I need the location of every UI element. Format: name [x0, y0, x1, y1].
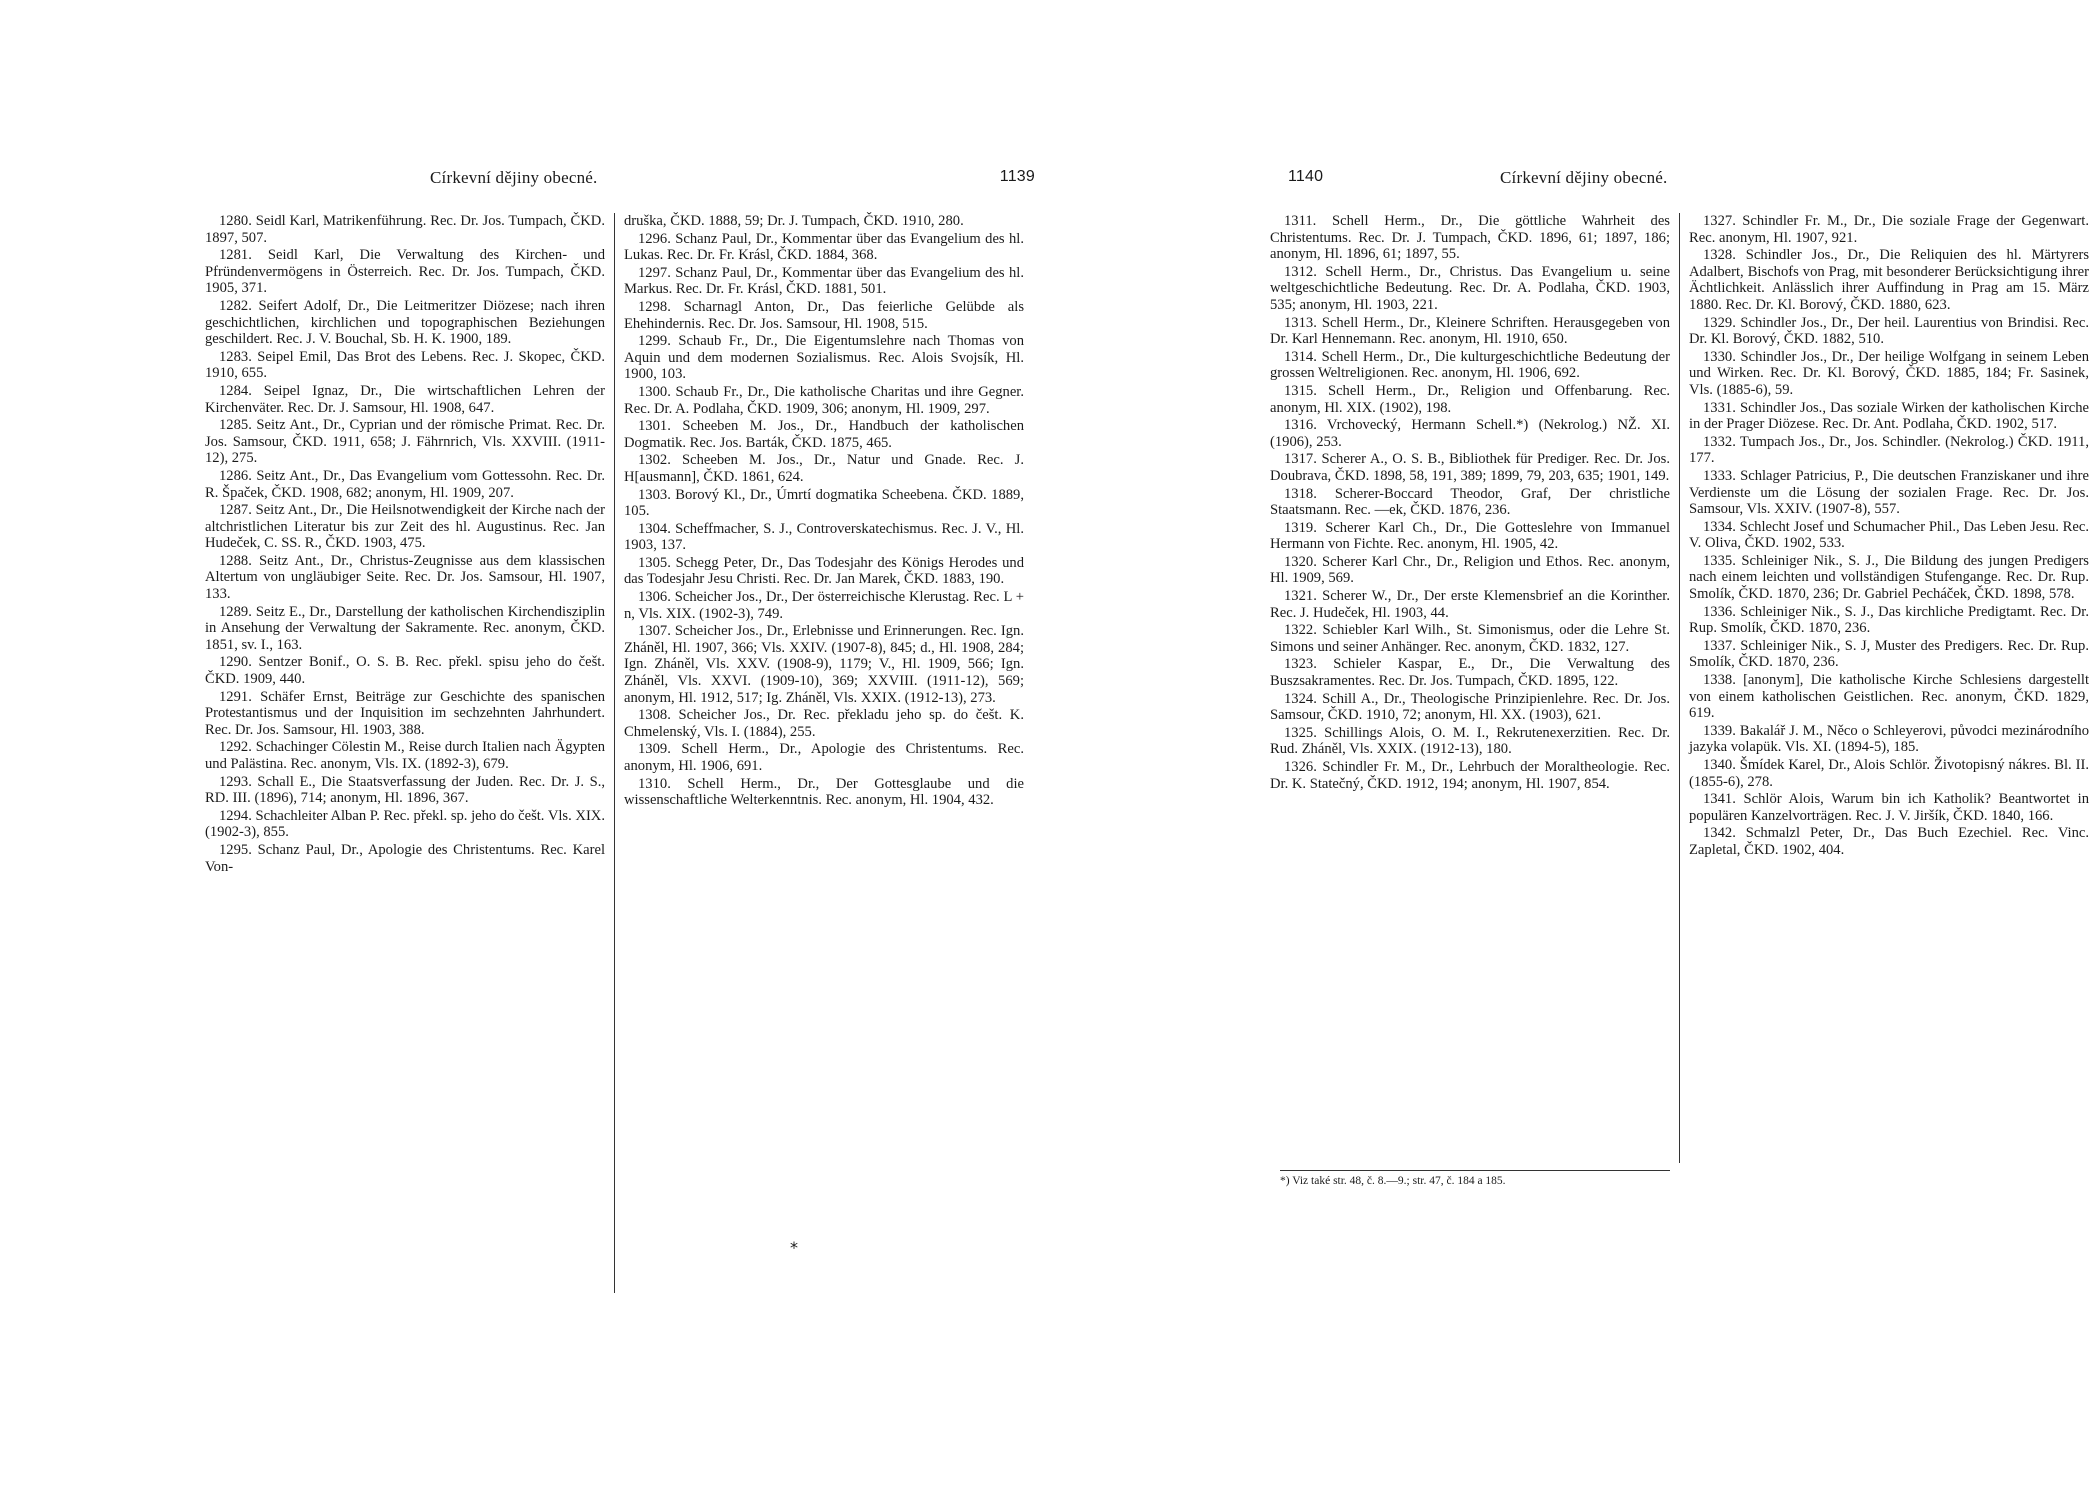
entry-1289: 1289. Seitz E., Dr., Darstellung der katholischen Kirchendisziplin in Ansehung der Verwaltung der Sakramente. Rec. anonym, ČKD. 1851, sv. I., 163.: [205, 603, 605, 653]
entry-1305: 1305. Schegg Peter, Dr., Das Todesjahr des Königs Herodes und das Todesjahr Jesu Christi. Rec. Dr. Jan Marek, ČKD. 1883, 190.: [624, 554, 1024, 588]
entry-1319: 1319. Scherer Karl Ch., Dr., Die Gotteslehre von Immanuel Hermann von Fichte. Rec. anonym, Hl. 1905, 42.: [1270, 519, 1670, 553]
entry-1297: 1297. Schanz Paul, Dr., Kommentar über das Evangelium des hl. Markus. Rec. Dr. Fr. Krásl, ČKD. 1881, 501.: [624, 264, 1024, 298]
entry-1323: 1323. Schieler Kaspar, E., Dr., Die Verwaltung des Buszsakramentes. Rec. Dr. Jos. Tumpach, ČKD. 1895, 122.: [1270, 656, 1670, 690]
entry-1325: 1325. Schillings Alois, O. M. I., Rekrutenexerzitien. Rec. Dr. Rud. Zháněl, Vls. XXIX. (1912-13), 180.: [1270, 724, 1670, 758]
right-page-column-1: [1270, 213, 1680, 1163]
entry-1311: 1311. Schell Herm., Dr., Die göttliche Wahrheit des Christentums. Rec. Dr. J. Tumpach, ČKD. 1896, 61; 1897, 186; anonym, Hl. 1896, 61; 1897, 55.: [1270, 213, 1670, 263]
entry-1320: 1320. Scherer Karl Chr., Dr., Religion und Ethos. Rec. anonym, Hl. 1909, 569.: [1270, 553, 1670, 587]
entry-1322: 1322. Schiebler Karl Wilh., St. Simonismus, oder die Lehre St. Simons und seiner Anhänger. Rec. anonym, ČKD. 1832, 127.: [1270, 622, 1670, 655]
entry-1300: 1300. Schaub Fr., Dr., Die katholische Charitas und ihre Gegner. Rec. Dr. A. Podlaha, ČKD. 1909, 306; anonym, Hl. 1909, 297.: [624, 383, 1024, 417]
entry-1299: 1299. Schaub Fr., Dr., Die Eigentumslehre nach Thomas von Aquin und dem modernen Sozialismus. Rec. Alois Svojsík, Hl. 1900, 103.: [624, 333, 1024, 383]
page-end-asterisk: *: [790, 1238, 798, 1257]
entry-1295: 1295. Schanz Paul, Dr., Apologie des Christentums. Rec. Karel Von-: [205, 841, 605, 875]
right-page-column-2: [1680, 213, 2089, 1163]
entry-1327: 1327. Schindler Fr. M., Dr., Die soziale Frage der Gegenwart. Rec. anonym, Hl. 1907, 921.: [1689, 213, 2089, 246]
entry-1341: 1341. Schlör Alois, Warum bin ich Katholik? Beantwortet in populären Kanzelvorträgen. Rec. J. V. Jiršík, ČKD. 1840, 166.: [1689, 791, 2089, 824]
entry-1309: 1309. Schell Herm., Dr., Apologie des Christentums. Rec. anonym, Hl. 1906, 691.: [624, 741, 1024, 774]
entry-1321: 1321. Scherer W., Dr., Der erste Klemensbrief an die Korinther. Rec. J. Hudeček, Hl. 1903, 44.: [1270, 588, 1670, 621]
entry-1315: 1315. Schell Herm., Dr., Religion und Offenbarung. Rec. anonym, Hl. XIX. (1902), 198.: [1270, 382, 1670, 416]
entry-1302: 1302. Scheeben M. Jos., Dr., Natur und Gnade. Rec. J. H[ausmann], ČKD. 1861, 624.: [624, 452, 1024, 485]
entry-1291: 1291. Schäfer Ernst, Beiträge zur Geschichte des spanischen Protestantismus und der Inquisition im sechzehnten Jahrhundert. Rec. Dr. Jos. Samsour, Hl. 1903, 388.: [205, 688, 605, 738]
entry-1284: 1284. Seipel Ignaz, Dr., Die wirtschaftlichen Lehren der Kirchenväter. Rec. Dr. J. Samsour, Hl. 1908, 647.: [205, 382, 605, 416]
entry-1294: 1294. Schachleiter Alban P. Rec. překl. sp. jeho do češt. Vls. XIX. (1902-3), 855.: [205, 807, 605, 841]
entry-1298: 1298. Scharnagl Anton, Dr., Das feierliche Gelübde als Ehehindernis. Rec. Dr. Jos. Samsour, Hl. 1908, 515.: [624, 298, 1024, 332]
right-header-title: Církevní dějiny obecné.: [1500, 168, 1668, 187]
entry-1286: 1286. Seitz Ant., Dr., Das Evangelium vom Gottessohn. Rec. Dr. R. Špaček, ČKD. 1908, 682; anonym, Hl. 1909, 207.: [205, 467, 605, 501]
entry-1326: 1326. Schindler Fr. M., Dr., Lehrbuch der Moraltheologie. Rec. Dr. K. Statečný, ČKD. 1912, 194; anonym, Hl. 1907, 854.: [1270, 759, 1670, 792]
entry-1318: 1318. Scherer-Boccard Theodor, Graf, Der christliche Staatsmann. Rec. —ek, ČKD. 1876, 236.: [1270, 485, 1670, 519]
entry-1333: 1333. Schlager Patricius, P., Die deutschen Franziskaner und ihre Verdienste um die Lösung der sozialen Frage. Rec. Dr. Jos. Samsour, Vls. XXIV. (1907-8), 557.: [1689, 467, 2089, 518]
entry-1328: 1328. Schindler Jos., Dr., Die Reliquien des hl. Märtyrers Adalbert, Bischofs von Prag, mit besonderer Berücksichtigung ihrer Ächtlichkeit. Anlässlich ihrer Auffindung in Prag am 15. März 1880. Rec. Dr. Kl. Borový, ČKD. 1880, 623.: [1689, 247, 2089, 313]
entry-1331: 1331. Schindler Jos., Das soziale Wirken der katholischen Kirche in der Prager Diözese. Rec. Dr. Ant. Podlaha, ČKD. 1902, 517.: [1689, 399, 2089, 433]
entry-1312: 1312. Schell Herm., Dr., Christus. Das Evangelium u. seine weltgeschichtliche Bedeutung. Rec. Dr. A. Podlaha, ČKD. 1903, 535; anonym, Hl. 1903, 221.: [1270, 263, 1670, 313]
entry-1342: 1342. Schmalzl Peter, Dr., Das Buch Ezechiel. Rec. Vinc. Zapletal, ČKD. 1902, 404.: [1689, 825, 2089, 858]
right-running-head: [1270, 168, 2096, 192]
left-page-number: 1139: [999, 168, 1035, 185]
entry-1283: 1283. Seipel Emil, Das Brot des Lebens. Rec. J. Skopec, ČKD. 1910, 655.: [205, 348, 605, 382]
entry-1282: 1282. Seifert Adolf, Dr., Die Leitmeritzer Diözese; nach ihren geschichtlichen, kirchlichen und topographischen Beziehungen geschildert. Rec. J. V. Bouchal, Sb. H. K. 1900, 189.: [205, 297, 605, 348]
entry-1310: 1310. Schell Herm., Dr., Der Gottesglaube und die wissenschaftliche Welterkenntnis. Rec. anonym, Hl. 1904, 432.: [624, 775, 1024, 809]
right-page-number: 1140: [1288, 168, 1324, 185]
entry-1285: 1285. Seitz Ant., Dr., Cyprian und der römische Primat. Rec. Dr. Jos. Samsour, ČKD. 1911, 658; J. Fährnrich, Vls. XXVIII. (1911-12), 275.: [205, 417, 605, 467]
entry-1337: 1337. Schleiniger Nik., S. J, Muster des Predigers. Rec. Dr. Rup. Smolík, ČKD. 1870, 236.: [1689, 637, 2089, 671]
left-header-title: Církevní dějiny obecné.: [430, 168, 598, 187]
right-page-columns: [1270, 213, 2096, 1163]
entry-1307: 1307. Scheicher Jos., Dr., Erlebnisse und Erinnerungen. Rec. Ign. Zháněl, Hl. 1907, 366; Vls. XXIV. (1907-8), 845; d., Hl. 1908, 284; Ign. Zháněl, Vls. XXV. (1908-9), 1179; V., Hl. 1909, 566; Ign. Zháněl, Vls. XXVI. (1909-10), 369; XXVIII. (1911-12), 569; anonym, Hl. 1912, 517; Ig. Zháněl, Vls. XXIX. (1912-13), 273.: [624, 623, 1024, 706]
entry-1281: 1281. Seidl Karl, Die Verwaltung des Kirchen- und Pfründenvermögens in Österreich. Rec. Dr. Jos. Tumpach, ČKD. 1905, 371.: [205, 247, 605, 297]
entry-1287: 1287. Seitz Ant., Dr., Die Heilsnotwendigkeit der Kirche nach der altchristlichen Literatur bis zur Zeit des hl. Augustinus. Rec. Jan Hudeček, C. SS. R., ČKD. 1903, 475.: [205, 502, 605, 552]
right-page: [1270, 0, 2096, 1500]
entry-1338: 1338. [anonym], Die katholische Kirche Schlesiens dargestellt von einem katholischen Geistlichen. Rec. anonym, ČKD. 1829, 619.: [1689, 672, 2089, 722]
entry-1330: 1330. Schindler Jos., Dr., Der heilige Wolfgang in seinem Leben und Wirken. Rec. Dr. Kl. Borový, ČKD. 1885, 184; Fr. Sasinek, Vls. (1885-6), 59.: [1689, 348, 2089, 398]
left-running-head: [205, 168, 1075, 192]
left-page-column-2: [615, 213, 1024, 1293]
entry-1313: 1313. Schell Herm., Dr., Kleinere Schriften. Herausgegeben von Dr. Karl Hennemann. Rec. anonym, Hl. 1910, 650.: [1270, 314, 1670, 348]
entry-1335: 1335. Schleiniger Nik., S. J., Die Bildung des jungen Predigers nach einem leichten und vollständigen Stufengange. Rec. Dr. Rup. Smolík, ČKD. 1870, 236; Dr. Gabriel Pecháček, ČKD. 1898, 578.: [1689, 552, 2089, 603]
entry-1340: 1340. Šmídek Karel, Dr., Alois Schlör. Životopisný nákres. Bl. II. (1855-6), 278.: [1689, 757, 2089, 790]
entry-1332: 1332. Tumpach Jos., Dr., Jos. Schindler. (Nekrolog.) ČKD. 1911, 177.: [1689, 433, 2089, 467]
footnote: *) Viz také str. 48, č. 8.—9.; str. 47, č. 184 a 185.: [1280, 1170, 1670, 1188]
entry-1306: 1306. Scheicher Jos., Dr., Der österreichische Klerustag. Rec. L + n, Vls. XIX. (1902-3), 749.: [624, 589, 1024, 622]
entry-1303: 1303. Borový Kl., Dr., Úmrtí dogmatika Scheebena. ČKD. 1889, 105.: [624, 486, 1024, 520]
entry-1317: 1317. Scherer A., O. S. B., Bibliothek für Prediger. Rec. Dr. Jos. Doubrava, ČKD. 1898, 58, 191, 389; 1899, 79, 203, 635; 1901, 149.: [1270, 451, 1670, 484]
left-page: [205, 0, 1075, 1500]
entry-1288: 1288. Seitz Ant., Dr., Christus-Zeugnisse aus dem klassischen Altertum von ungläubiger Seite. Rec. Dr. Jos. Samsour, Hl. 1907, 133.: [205, 552, 605, 603]
entry-1295-continued: druška, ČKD. 1888, 59; Dr. J. Tumpach, ČKD. 1910, 280.: [624, 213, 964, 229]
entry-1293: 1293. Schall E., Die Staatsverfassung der Juden. Rec. Dr. J. S., RD. III. (1896), 714; anonym, Hl. 1896, 367.: [205, 773, 605, 807]
entry-1280: 1280. Seidl Karl, Matrikenführung. Rec. Dr. Jos. Tumpach, ČKD. 1897, 507.: [205, 213, 605, 246]
entry-1290: 1290. Sentzer Bonif., O. S. B. Rec. překl. spisu jeho do češt. ČKD. 1909, 440.: [205, 654, 605, 688]
entry-1308: 1308. Scheicher Jos., Dr. Rec. překladu jeho sp. do češt. K. Chmelenský, Vls. I. (1884), 255.: [624, 707, 1024, 740]
entry-1301: 1301. Scheeben M. Jos., Dr., Handbuch der katholischen Dogmatik. Rec. Jos. Barták, ČKD. 1875, 465.: [624, 418, 1024, 451]
left-page-column-1: [205, 213, 615, 1293]
entry-1316: 1316. Vrchovecký, Hermann Schell.*) (Nekrolog.) NŽ. XI. (1906), 253.: [1270, 417, 1670, 450]
entry-1324: 1324. Schill A., Dr., Theologische Prinzipienlehre. Rec. Dr. Jos. Samsour, ČKD. 1910, 72; anonym, Hl. XX. (1903), 621.: [1270, 690, 1670, 724]
entry-1292: 1292. Schachinger Cölestin M., Reise durch Italien nach Ägypten und Palästina. Rec. anonym, Vls. IX. (1892-3), 679.: [205, 739, 605, 772]
entry-1304: 1304. Scheffmacher, S. J., Controverskatechismus. Rec. J. V., Hl. 1903, 137.: [624, 520, 1024, 554]
entry-1339: 1339. Bakalář J. M., Něco o Schleyerovi, původci mezinárodního jazyka volapük. Vls. XI. (1894-5), 185.: [1689, 722, 2089, 756]
entry-1296: 1296. Schanz Paul, Dr., Kommentar über das Evangelium des hl. Lukas. Rec. Dr. Fr. Krásl, ČKD. 1884, 368.: [624, 230, 1024, 264]
left-page-columns: [205, 213, 1035, 1293]
entry-1334: 1334. Schlecht Josef und Schumacher Phil., Das Leben Jesu. Rec. V. Oliva, ČKD. 1902, 533.: [1689, 518, 2089, 552]
entry-1329: 1329. Schindler Jos., Dr., Der heil. Laurentius von Brindisi. Rec. Dr. Kl. Borový, ČKD. 1882, 510.: [1689, 314, 2089, 348]
entry-1336: 1336. Schleiniger Nik., S. J., Das kirchliche Predigtamt. Rec. Dr. Rup. Smolík, ČKD. 1870, 236.: [1689, 603, 2089, 637]
entry-1314: 1314. Schell Herm., Dr., Die kulturgeschichtliche Bedeutung der grossen Weltreligionen. Rec. anonym, Hl. 1906, 692.: [1270, 348, 1670, 382]
